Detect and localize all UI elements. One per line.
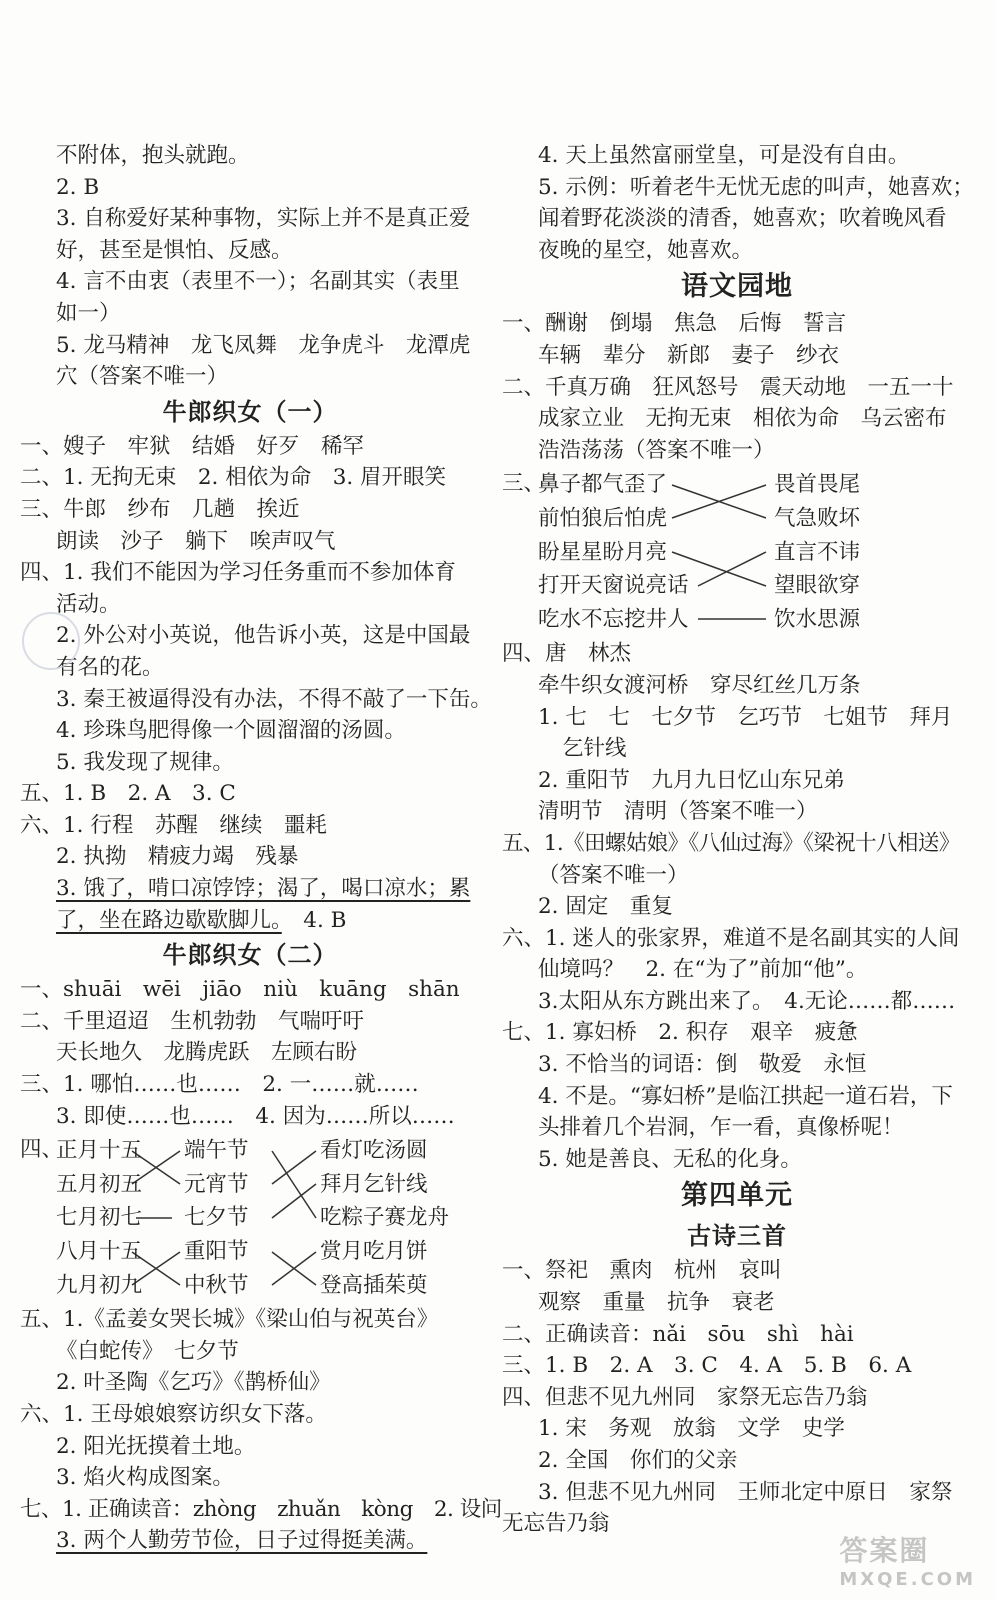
match-item: 正月十五 — [56, 1138, 143, 1164]
match-item: 中秋节 — [184, 1272, 249, 1298]
match-head: 四、 — [20, 1137, 64, 1163]
text-line: 好，甚至是惧怕、反感。 — [56, 237, 293, 263]
match-item: 元宵节 — [184, 1171, 249, 1197]
answer-tail: 4. B — [281, 907, 347, 933]
text-line: 四、但悲不见九州同 家祭无忘告乃翁 — [502, 1384, 868, 1410]
idiom-col-right — [774, 468, 860, 636]
text-line: 4. 言不由衷（表里不一）；名副其实（表里 — [56, 269, 460, 295]
idiom-item: 打开天窗说亮话 — [538, 573, 689, 599]
match-item: 八月十五 — [56, 1239, 143, 1264]
text-line: 3. 焰火构成图案。 — [56, 1465, 234, 1491]
text-line: 天长地久 龙腾虎跃 左顾右盼 — [56, 1040, 358, 1066]
text-line: 一、酬谢 倒塌 焦急 后悔 誓言 — [502, 311, 847, 337]
watermark-top: 答案圈 — [839, 1534, 930, 1567]
section-title: 古诗三首 — [687, 1222, 787, 1251]
text-line: 活动。 — [56, 591, 121, 617]
text-line — [20, 905, 480, 937]
text-line: 3. 秦王被逼得没有办法，不得不敲了一下缶。 — [56, 686, 492, 712]
match-item: 看灯吃汤圆 — [320, 1138, 428, 1164]
text-line: 二、千里迢迢 生机勃勃 气喘吁吁 — [20, 1008, 365, 1034]
text-line: 一、嫂子 牢狱 结婚 好歹 稀罕 — [20, 433, 365, 459]
text-line: 4. 不是。“寡妇桥”是临江拱起一道石岩，下 — [538, 1083, 953, 1109]
match-item: 端午节 — [184, 1138, 249, 1164]
idiom-item: 鼻子都气歪了 — [538, 472, 668, 498]
match-item: 五月初五 — [56, 1171, 143, 1197]
text-line: 3. 不恰当的词语：倒 敬爱 永恒 — [538, 1052, 867, 1078]
text-line: 4. 珍珠鸟肥得像一个圆溜溜的汤圆。 — [56, 718, 406, 744]
text-line: 头排着几个岩洞，乍一看，真像桥呢！ — [538, 1115, 904, 1141]
stamp-mark — [22, 612, 80, 670]
text-line: 3. 但悲不见九州同 王师北定中原日 家祭 — [538, 1479, 953, 1505]
text-line: 2. 重阳节 九月九日忆山东兄弟 — [538, 767, 845, 793]
text-line: 穴（答案不唯一） — [56, 364, 229, 390]
text-line: 2. 固定 重复 — [538, 894, 673, 920]
idiom-col-left — [538, 468, 689, 636]
text-line: 六、1. 王母娘娘察访织女下落。 — [20, 1402, 327, 1427]
text-line: 3.太阳从东方跳出来了。 4.无论……都…… — [538, 988, 956, 1014]
text-line: 1. 七 七 七夕节 乞巧节 七姐节 拜月 — [538, 704, 953, 730]
match-col-customs — [320, 1134, 449, 1302]
idiom-item: 盼星星盼月亮 — [538, 539, 668, 565]
underlined-answer: 3. 饿了，啃口凉饽饽；渴了，喝口凉水；累 — [56, 876, 471, 902]
match-item: 重阳节 — [184, 1239, 249, 1264]
text-line: 仙境吗？ 2. 在“为了”前加“他”。 — [538, 957, 868, 983]
text-line — [20, 1525, 480, 1557]
matching-exercise — [20, 1134, 480, 1304]
text-line: 二、千真万确 狂风怒号 震天动地 一五一十 — [502, 374, 954, 400]
text-line: 四、1. 我们不能因为学习任务重而不参加体育 — [20, 560, 456, 586]
match-item: 七月初七 — [56, 1205, 143, 1231]
text-line: 三、1. B 2. A 3. C 4. A 5. B 6. A — [502, 1353, 912, 1379]
idiom-matching — [502, 468, 972, 638]
text-line: 2. B — [56, 174, 100, 200]
text-line: 六、1. 迷人的张家界，难道不是名副其实的人间 — [502, 925, 960, 951]
text-line: 无忘告乃翁 — [502, 1511, 610, 1537]
text-line: 不附体，抱头就跑。 — [56, 143, 250, 168]
text-line: 4. 天上虽然富丽堂皇，可是没有自由。 — [538, 143, 910, 168]
text-line: 2. 执拗 精疲力竭 残暴 — [56, 844, 299, 870]
text-line: 闻着野花淡淡的清香，她喜欢；吹着晚风看 — [538, 206, 947, 232]
match-item: 登高插茱萸 — [320, 1272, 428, 1298]
text-line: 二、1. 无拘无束 2. 相依为命 3. 眉开眼笑 — [20, 465, 447, 491]
idiom-item: 前怕狼后怕虎 — [538, 505, 668, 531]
section-title: 语文园地 — [681, 271, 793, 303]
text-line: 五、1.《孟姜女哭长城》《梁山伯与祝英台》 — [20, 1307, 439, 1333]
idiom-item: 饮水思源 — [774, 606, 861, 632]
match-col-festivals — [184, 1134, 249, 1302]
text-line: 车辆 辈分 新郎 妻子 纱衣 — [538, 342, 840, 368]
text-line: 二、正确读音：nǎi sōu shì hài — [502, 1321, 854, 1347]
text-line: 3. 即使……也…… 4. 因为……所以…… — [56, 1103, 455, 1129]
text-line: 清明节 清明（答案不唯一） — [538, 799, 818, 825]
match-item: 九月初九 — [56, 1272, 143, 1298]
text-line: 2. 外公对小英说，他告诉小英，这是中国最 — [56, 623, 471, 649]
text-line: 七、1. 正确读音：zhòng zhuǎn kòng 2. 设问 — [20, 1496, 502, 1522]
text-line: 5. 示例：听着老牛无忧无虑的叫声，她喜欢； — [538, 174, 974, 200]
text-line: 2. 叶圣陶《乞巧》《鹊桥仙》 — [56, 1370, 331, 1396]
idiom-item: 畏首畏尾 — [774, 472, 861, 498]
text-line: 牵牛织女渡河桥 穿尽红丝几万条 — [538, 672, 861, 698]
match-item: 赏月吃月饼 — [320, 1239, 428, 1264]
text-line — [20, 873, 480, 905]
section-title: 牛郎织女（二） — [162, 941, 338, 970]
text-line: 朗读 沙子 躺下 唉声叹气 — [56, 528, 336, 554]
text-line: 四、唐 林杰 — [502, 641, 632, 667]
text-line: 5. 她是善良、无私的化身。 — [538, 1146, 802, 1172]
text-line: 2. 全国 你们的父亲 — [538, 1448, 738, 1473]
idiom-item: 直言不讳 — [774, 539, 861, 565]
text-line: 5. 我发现了规律。 — [56, 749, 234, 775]
section-title: 牛郎织女（一） — [162, 397, 338, 426]
underlined-answer: 3. 两个人勤劳节俭，日子过得挺美满。 — [56, 1528, 428, 1554]
text-line: （答案不唯一） — [538, 862, 689, 888]
text-line: 五、1.《田螺姑娘》《八仙过海》《梁祝十八相送》 — [502, 830, 960, 856]
idiom-item: 望眼欲穿 — [774, 573, 861, 599]
text-line: 五、1. B 2. A 3. C — [20, 781, 236, 807]
text-line: 《白蛇传》 七夕节 — [56, 1338, 239, 1364]
text-line: 乞针线 — [562, 736, 627, 762]
text-line: 六、1. 行程 苏醒 继续 噩耗 — [20, 812, 327, 838]
text-line: 一、祭祀 熏肉 杭州 哀叫 — [502, 1258, 782, 1284]
match-item: 吃粽子赛龙舟 — [320, 1205, 450, 1231]
match-head: 三、 — [502, 471, 546, 497]
text-line: 浩浩荡荡（答案不唯一） — [538, 437, 775, 463]
text-line: 有名的花。 — [56, 654, 164, 680]
text-line: 1. 宋 务观 放翁 文学 史学 — [538, 1416, 845, 1442]
text-line: 七、1. 寡妇桥 2. 积存 艰辛 疲惫 — [502, 1020, 858, 1046]
text-line: 3. 自称爱好某种事物，实际上并不是真正爱 — [56, 206, 471, 232]
text-line: 2. 阳光抚摸着土地。 — [56, 1433, 256, 1459]
text-line: 观察 重量 抗争 衰老 — [538, 1290, 775, 1316]
text-line: 如一） — [56, 300, 121, 326]
left-column — [20, 140, 502, 1557]
match-item: 拜月乞针线 — [320, 1171, 428, 1197]
match-item: 七夕节 — [184, 1205, 249, 1231]
text-line: 5. 龙马精神 龙飞凤舞 龙争虎斗 龙潭虎 — [56, 332, 471, 358]
text-line: 成家立业 无拘无束 相依为命 乌云密布 — [538, 406, 947, 432]
match-col-dates — [56, 1134, 142, 1302]
text-line: 三、1. 哪怕……也…… 2. 一……就…… — [20, 1072, 419, 1098]
watermark — [839, 1529, 976, 1590]
text-line: 夜晚的星空，她喜欢。 — [538, 237, 754, 263]
text-line: 三、牛郎 纱布 几趟 挨近 — [20, 496, 300, 522]
unit-title: 第四单元 — [681, 1180, 793, 1212]
watermark-bottom: MXQE.COM — [839, 1569, 976, 1590]
idiom-item: 气急败坏 — [774, 505, 861, 531]
right-column — [502, 140, 972, 1540]
underlined-answer: 了，坐在路边歇歇脚儿。 — [56, 907, 282, 933]
idiom-item: 吃水不忘挖井人 — [538, 606, 689, 632]
text-line: 一、shuāi wēi jiāo niù kuāng shān — [20, 977, 460, 1003]
